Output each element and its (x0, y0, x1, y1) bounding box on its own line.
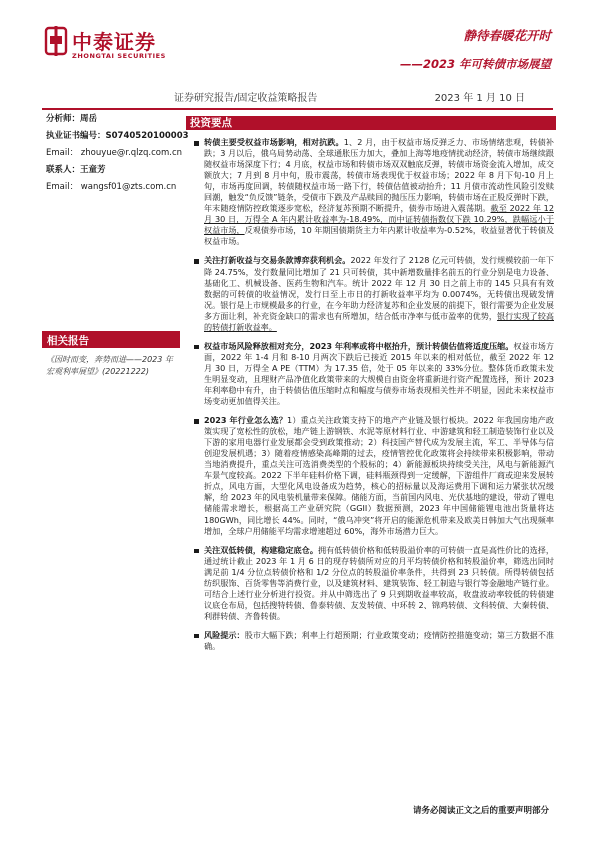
key-point-4 (194, 415, 554, 537)
key-point-body: 1、2 月，由于权益市场反弹乏力、市场情绪悲观，转债补跌；3 月以后，俄乌局势动荡、全球通胀压力加大，叠加上海等地疫情扰动经济，转债市场继续跟随权益市场深度下行；4 月底，权益市场和转债市场双双触底反弹，转债市场资金流入增加，成交额放大；7 月到 8 月中旬，股市震荡，转债市场表现优于权益市场；2022 年 8 月下旬-10 月上旬，市场再度回调，转债随权益市场一路下行，转债估值被动抬升；11 月债市流动性风险引发赎回潮，触发“负反馈”链条，受债市下跌及产品赎回的抛压压力影响，转债市场在正股反弹时下跌，年末随疫情防控政策逐步宽松，经济复苏预期不断提升，债券市场进入震荡期。 (204, 137, 554, 214)
cert-row (46, 131, 189, 142)
bullet-icon (194, 259, 199, 264)
key-point-highlight: 截至 2022 年 12 月 30 日，万得全 A 年内累计收益率为-18.49%，而中证转债指数仅下跌 10.29%，跌幅远小于权益市场， (204, 203, 554, 236)
analyst-label: 分析师： (46, 114, 81, 124)
analyst-name: 周岳 (80, 114, 98, 124)
contact-name: 王童芳 (80, 165, 106, 175)
key-point-highlight: 银行实现了较高的转债打新收益率。 (204, 310, 554, 332)
logo-cn-text: 中泰证券 (72, 30, 156, 54)
report-title: 静待春暖花开时 (463, 28, 551, 43)
key-point-body: 拥有低转债价格和低转股溢价率的可转债一直是高性价比的选择，通过统计截止 2023 年 1 月 6 日的现存转债所对应的月平均转债价格和转股溢价率，筛选出同时满足前 1/4 分位点转债价格和 1/2 分位点的转股溢价率条件，共得到 23 只转债。所得转债包括纺织服饰、百货零售等消费行业，以及建筑材料、建筑装饰、轻工制造与银行等金融地产链行业。可结合上述行业分析进行投资。并从中筛选出了 9 只到期收益率较高，收盘波动率较低的转债建议底仓布局，包括搜特转债、鲁泰转债、友发转债、中环转 2、锦鸡转债、文科转债、大秦转债、利群转债、齐鲁转债。 (204, 544, 554, 621)
contact-email[interactable]: Email： wangsf01@zts.com.cn (46, 182, 177, 192)
section-header-bar (186, 116, 556, 130)
company-logo (44, 26, 164, 62)
key-point-6 (194, 630, 554, 652)
key-point-body: 股市大幅下跌；利率上行超预期；行业政策变动；疫情防控措施变动；第三方数据不准确。 (204, 629, 554, 651)
bullet-icon (194, 549, 199, 554)
key-point-lead: 权益市场风险释放相对充分，2023 年利率或将中枢抬升，预计转债估值将适度压缩。 (204, 340, 514, 351)
key-points (194, 137, 554, 660)
section-title: 投资要点 (190, 117, 232, 129)
report-type: 证券研究报告/固定收益策略报告 (174, 93, 318, 104)
contact-row (46, 165, 176, 176)
analyst-email[interactable]: Email： zhouyue@r.qlzq.com.cn (46, 148, 183, 158)
footer-disclaimer: 请务必阅读正文之后的重要声明部分 (412, 806, 549, 816)
key-point-2 (194, 255, 554, 332)
key-point-1 (194, 137, 554, 247)
bullet-icon (194, 141, 199, 146)
report-date: 2023 年 1 月 10 日 (434, 93, 525, 104)
key-point-lead: 关注双低转债，构建稳定底仓。 (204, 544, 318, 555)
key-point-body: 权益市场方面，2022 年 1-4 月和 8-10 月两次下跌后已接近 2015 年以来的相对低位，截至 2022 年 12 月 30 日，万得全 A PE（TTM）为 17.35 倍，处于 05 年以来的 33%分位。整体货币政策未发生明显变动，且理财产品净值化政策带来的大规模自由资金将重新进行资产配置选择，预计 2023 年利率稳中有升，由于转债估值压缩时点和幅度与债券市场表现相关性并不明显，因此未来权益市场变动更加值得关注。 (204, 340, 554, 407)
key-point-lead: 关注打新收益与交易条款博弈获利机会。 (204, 255, 351, 266)
key-point-lead: 2023 年行业怎么选？ (204, 415, 288, 426)
key-point-body: 2022 年发行了 2128 亿元可转债，发行规模较前一年下降 24.75%，发行数量同比增加了 21 只可转债，其中新增数量排名前五的行业分别是电力设备、基础化工、机械设备、医药生物和汽车。统计 2022 年 12 月 30 日之前上市的 145 只具有有效数据的可转债的收益情况，发行日至上市日的打新收益率平均为 0.0074%，无转债出现破发情况。银行是上市规模最多的行业，在今年助力经济复苏和企业发展的前提下，银行需要为企业发展多方面让利，补充资金缺口的需求也有所增加，结合低市净率与低市盈率的优势， (204, 255, 554, 321)
key-point-3 (194, 341, 554, 407)
cert-number: S0740520100003 (105, 131, 189, 141)
key-point-body: 1）重点关注政策支持下的地产产业链及银行板块。2022 年我国房地产政策实现了宽松性的放松，地产链上游钢铁、水泥等原材料行业、中游建筑和轻工制造装饰行业以及下游的家用电器行业发展都会受到政策推动；2）科技国产替代成为发展主流，军工、半导体与信创迎发展机遇；3）随着疫情感染高峰期的过去，疫情管控优化政策将会持续带来积极影响，带动当地消费提升，重点关注可选消费类型的个股标的；4）新能源板块持续受关注，风电与新能源汽车景气度较高。2022 下半年硅料价格下调，硅料瓶颈得到一定缓解，下游组件厂商或迎来发展转折点，风电方面，大型化风电设备成为趋势，核心的招标量以及海运费用下调和运力紧张状况缓解，给 2023 年的风电装机量带来保障。储能方面，当前国内风电、光伏基地的建设，带动了锂电储能需求增长，根据高工产业研究院（GGII）数据预测，2023 年中国储能锂电池出货量将达 180GWh，同比增长 44%。同时，“俄乌冲突”将开启的能源危机带来及欧美日韩加大气出现频率增加，全球户用储能平均需求增速超过 60%，海外市场潜力巨大。 (204, 415, 554, 536)
header-divider (42, 108, 553, 110)
bullet-icon (194, 345, 199, 350)
contact-label: 联系人： (46, 165, 81, 175)
logo-en-text: ZHONGTAI SECURITIES (72, 52, 166, 60)
related-report-link[interactable]: 《因时而变，奔势而进——2023 年宏观利率展望》(20221222) (46, 355, 173, 376)
report-subtitle: ——2023 年可转债市场展望 (399, 57, 551, 71)
related-reports-heading: 相关报告 (42, 331, 180, 348)
analyst-row (46, 114, 176, 125)
key-point-lead: 风险提示： (204, 629, 245, 640)
bullet-icon (194, 634, 199, 639)
key-point-5 (194, 545, 554, 622)
cert-label: 执业证书编号： (46, 131, 106, 141)
key-point-body-tail: 反观债券市场，10 年期国债期货主力年内累计收益率为-0.52%，收益显著优于转债及权益市场。 (204, 225, 554, 247)
key-point-lead: 转债主要受权益市场影响，相对抗跌。 (204, 137, 344, 147)
bullet-icon (194, 419, 199, 424)
analyst-panel (46, 114, 189, 199)
logo-mark-icon (44, 26, 68, 56)
